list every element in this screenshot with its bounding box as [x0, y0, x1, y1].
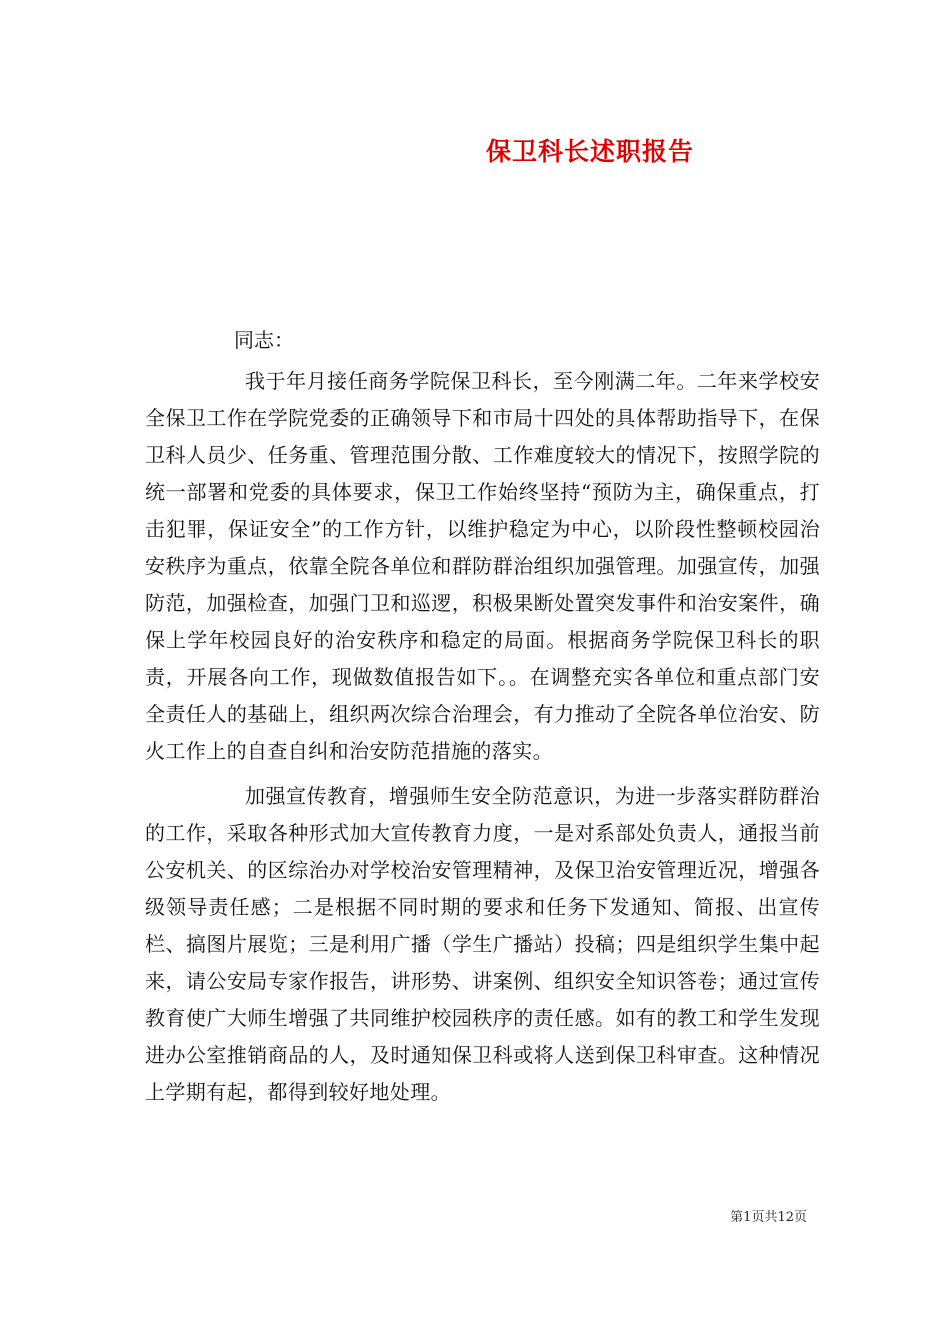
- document-body: [145, 363, 820, 1119]
- page-number: 第1页共12页: [730, 1210, 807, 1225]
- paragraph-2: 加强宣传教育，增强师生安全防范意识，为进一步落实群防群治的工作，采取各种形式加大宣传教育力度，一是对系部处负责人，通报当前公安机关、的区综治办对学校治安管理精神，及保卫治安管理近况，增强各级领导责任感；二是根据不同时期的要求和任务下发通知、简报、出宣传栏、搞图片展览；三是利用广播（学生广播站）投稿；四是组织学生集中起来，请公安局专家作报告，讲形势、讲案例、组织安全知识答卷；通过宣传教育使广大师生增强了共同维护校园秩序的责任感。如有的教工和学生发现进办公室推销商品的人，及时通知保卫科或将人送到保卫科审查。这种情况上学期有起，都得到较好地处理。: [145, 784, 820, 1104]
- paragraph-1: 我于年月接任商务学院保卫科长，至今刚满二年。二年来学校安全保卫工作在学院党委的正确领导下和市局十四处的具体帮助指导下，在保卫科人员少、任务重、管理范围分散、工作难度较大的情况下，按照学院的统一部署和党委的具体要求，保卫工作始终坚持“预防为主，确保重点，打击犯罪，保证安全”的工作方针，以维护稳定为中心，以阶段性整顿校园治安秩序为重点，依靠全院各单位和群防群治组织加强管理。加强宣传，加强防范，加强检查，加强门卫和巡逻，积极果断处置突发事件和治安案件，确保上学年校园良好的治安秩序和稳定的局面。根据商务学院保卫科长的职责，开展各向工作，现做数值报告如下。。在调整充实各单位和重点部门安全责任人的基础上，组织两次综合治理会，有力推动了全院各单位治安、防火工作上的自查自纠和治安防范措施的落实。: [145, 369, 820, 763]
- salutation: 同志：: [234, 328, 294, 352]
- document-title: 保卫科长述职报告: [485, 137, 694, 166]
